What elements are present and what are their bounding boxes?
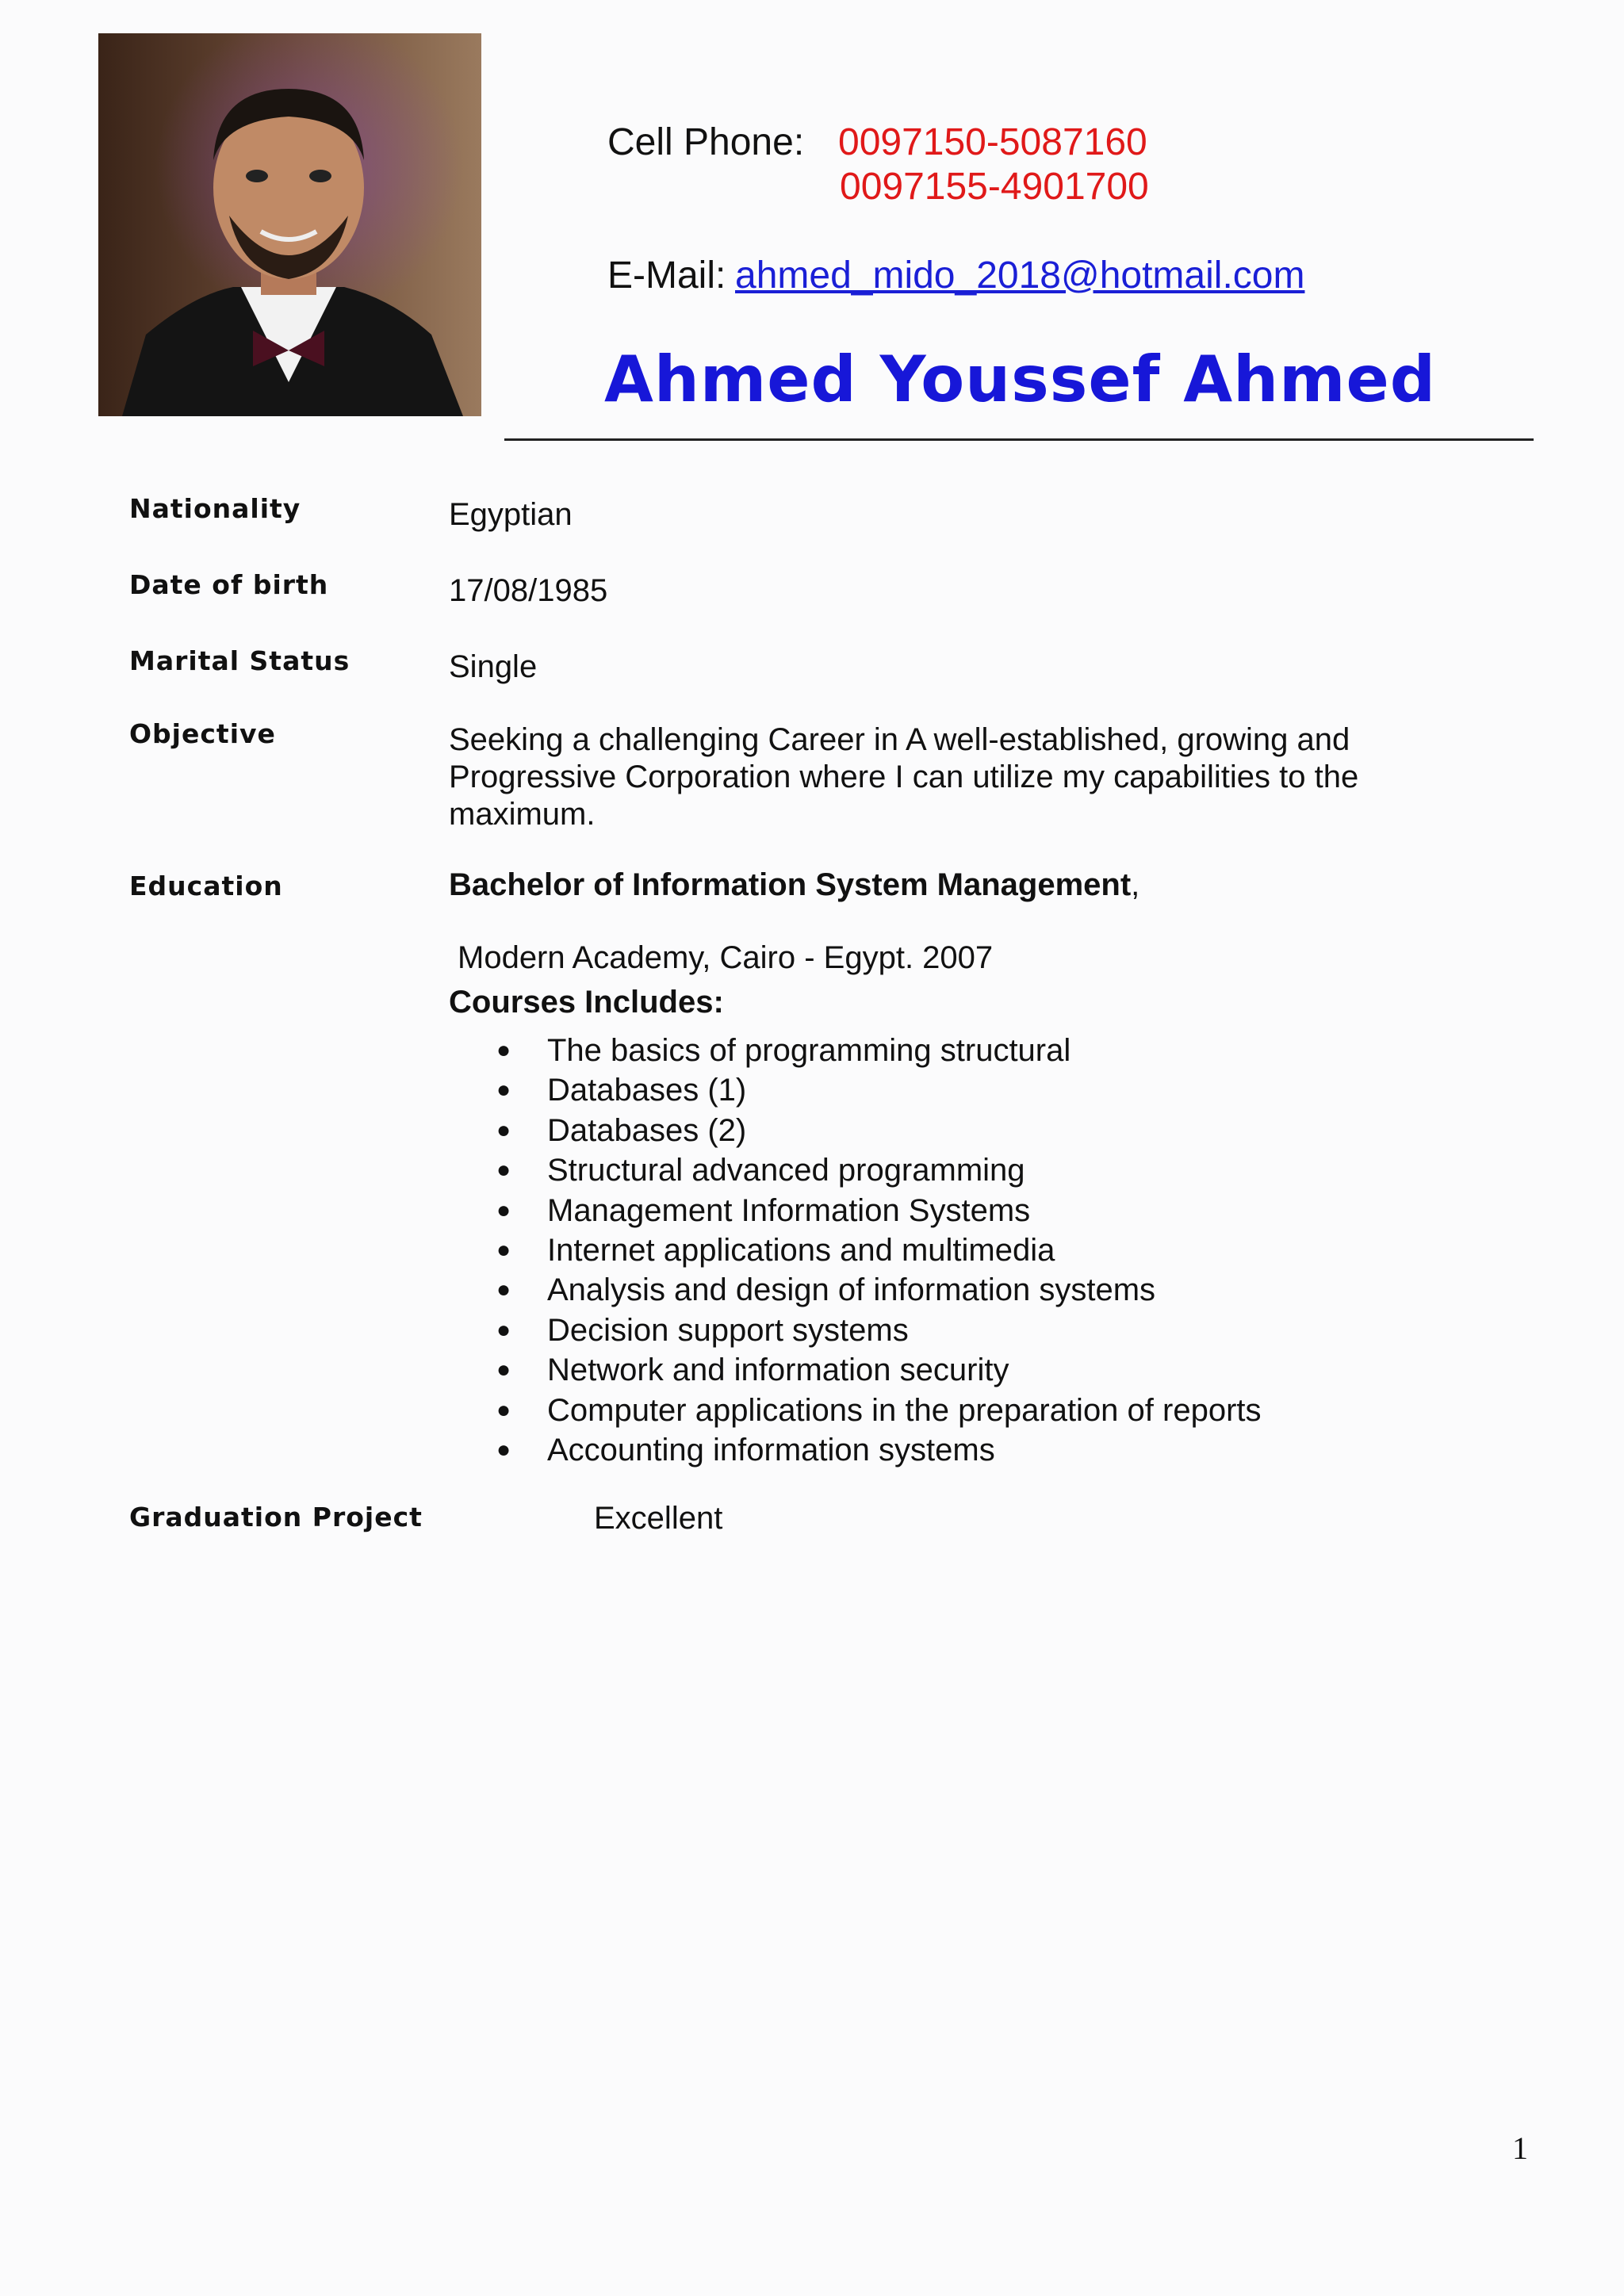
bullet-icon: ●	[496, 1116, 511, 1143]
list-item	[492, 1230, 1262, 1270]
list-item	[492, 1430, 1262, 1470]
list-item	[492, 1311, 1262, 1350]
list-item	[492, 1191, 1262, 1230]
course-text: Management Information Systems	[547, 1192, 1031, 1228]
objective-label: Objective	[129, 718, 276, 749]
nationality-label: Nationality	[129, 493, 301, 524]
bullet-icon: ●	[496, 1316, 511, 1343]
education-school: Modern Academy, Cairo - Egypt. 2007	[458, 940, 994, 975]
header-divider	[504, 438, 1534, 441]
graduation-project-label: Graduation Project	[129, 1502, 423, 1533]
bullet-icon: ●	[496, 1436, 511, 1463]
marital-status-value: Single	[449, 649, 538, 684]
list-item	[492, 1391, 1262, 1430]
degree-suffix: ,	[1131, 867, 1140, 902]
marital-status-label: Marital Status	[129, 645, 350, 676]
bullet-icon: ●	[496, 1196, 511, 1223]
email-label: E-Mail:	[607, 254, 726, 297]
phone-label: Cell Phone:	[607, 121, 805, 163]
course-text: Decision support systems	[547, 1312, 909, 1348]
profile-photo	[98, 33, 481, 416]
bullet-icon: ●	[496, 1276, 511, 1303]
courses-list	[492, 1031, 1262, 1470]
list-item	[492, 1270, 1262, 1310]
bullet-icon: ●	[496, 1396, 511, 1423]
list-item	[492, 1111, 1262, 1150]
email-link[interactable]: ahmed_mido_2018@hotmail.com	[735, 254, 1305, 297]
course-text: The basics of programming structural	[547, 1033, 1071, 1068]
bullet-icon: ●	[496, 1037, 511, 1063]
graduation-project-value: Excellent	[594, 1501, 723, 1536]
dob-value: 17/08/1985	[449, 573, 608, 608]
course-text: Computer applications in the preparation of reports	[547, 1392, 1262, 1428]
phone-number-1[interactable]: 0097150-5087160	[838, 121, 1147, 163]
list-item	[492, 1150, 1262, 1190]
list-item	[492, 1350, 1262, 1390]
list-item	[492, 1031, 1262, 1070]
nationality-value: Egyptian	[449, 497, 573, 532]
course-text: Databases (2)	[547, 1112, 747, 1148]
course-text: Network and information security	[547, 1353, 1009, 1388]
course-text: Accounting information systems	[547, 1432, 995, 1468]
education-label: Education	[129, 871, 283, 901]
objective-text: Seeking a challenging Career in A well-established, growing and Progressive Corporation where I can utilize my capabilities to the maximum.	[449, 722, 1359, 832]
bullet-icon: ●	[496, 1077, 511, 1104]
course-text: Analysis and design of information systems	[547, 1272, 1156, 1308]
courses-heading: Courses Includes:	[449, 985, 724, 1020]
page-number: 1	[1512, 2130, 1528, 2166]
course-text: Structural advanced programming	[547, 1153, 1025, 1188]
degree-name: Bachelor of Information System Management	[449, 867, 1132, 902]
education-degree	[449, 867, 1139, 903]
phone-number-2[interactable]: 0097155-4901700	[840, 166, 1149, 208]
course-text: Databases (1)	[547, 1073, 747, 1108]
list-item	[492, 1070, 1262, 1110]
bullet-icon: ●	[496, 1236, 511, 1263]
course-text: Internet applications and multimedia	[547, 1232, 1055, 1268]
bullet-icon: ●	[496, 1357, 511, 1383]
dob-label: Date of birth	[129, 569, 329, 600]
bullet-icon: ●	[496, 1157, 511, 1184]
candidate-name: Ahmed Youssef Ahmed	[604, 342, 1436, 416]
